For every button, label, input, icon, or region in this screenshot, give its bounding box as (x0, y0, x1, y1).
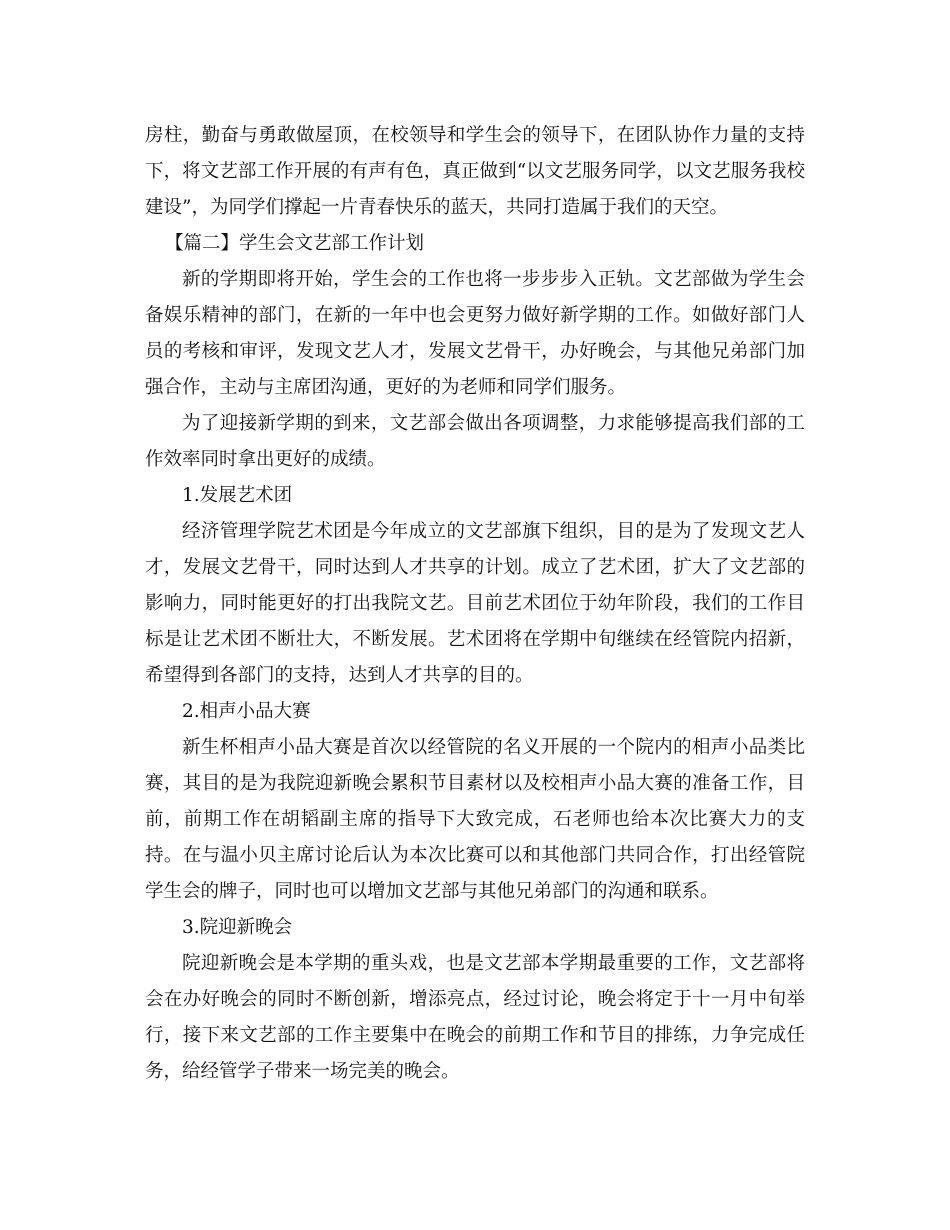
paragraph-continuation: 房柱，勤奋与勇敢做屋顶，在校领导和学生会的领导下，在团队协作力量的支持下，将文艺部工作开展的有声有色，真正做到“以文艺服务同学，以文艺服务我校建设”，为同学们撑起一片青春快乐的蓝天，共同打造属于我们的天空。 (145, 125, 805, 218)
subheading-art-troupe: 1.发展艺术团 (182, 485, 293, 506)
document-body (145, 118, 805, 1090)
paragraph-adjustments: 为了迎接新学期的到来，文艺部会做出各项调整，力求能够提高我们部的工作效率同时拿出更好的成绩。 (145, 413, 805, 470)
paragraph-comedy-contest: 新生杯相声小品大赛是首次以经管院的名义开展的一个院内的相声小品类比赛，其目的是为我院迎新晚会累积节目素材以及校相声小品大赛的准备工作，目前，前期工作在胡韬副主席的指导下大致完成，石老师也给本次比赛大力的支持。在与温小贝主席讨论后认为本次比赛可以和其他部门共同合作，打出经管院学生会的牌子，同时也可以增加文艺部与其他兄弟部门的沟通和联系。 (145, 737, 805, 902)
paragraph-welcome-gala: 院迎新晚会是本学期的重头戏，也是文艺部本学期最重要的工作，文艺部将会在办好晚会的同时不断创新，增添亮点，经过讨论，晚会将定于十一月中旬举行，接下来文艺部的工作主要集中在晚会的前期工作和节目的排练，力争完成任务，给经管学子带来一场完美的晚会。 (145, 953, 805, 1082)
paragraph-intro: 新的学期即将开始，学生会的工作也将一步步步入正轨。文艺部做为学生会备娱乐精神的部门，在新的一年中也会更努力做好新学期的工作。如做好部门人员的考核和审评，发现文艺人才，发展文艺骨干，办好晚会，与其他兄弟部门加强合作，主动与主席团沟通，更好的为老师和同学们服务。 (145, 269, 805, 398)
subheading-welcome-gala: 3.院迎新晚会 (182, 917, 293, 938)
paragraph-art-troupe: 经济管理学院艺术团是今年成立的文艺部旗下组织，目的是为了发现文艺人才，发展文艺骨干，同时达到人才共享的计划。成立了艺术团，扩大了文艺部的影响力，同时能更好的打出我院文艺。目前艺术团位于幼年阶段，我们的工作目标是让艺术团不断壮大，不断发展。艺术团将在学期中旬继续在经管院内招新，希望得到各部门的支持，达到人才共享的目的。 (145, 521, 805, 686)
section-title: 【篇二】学生会文艺部工作计划 (165, 233, 425, 254)
subheading-comedy-contest: 2.相声小品大赛 (182, 701, 311, 722)
